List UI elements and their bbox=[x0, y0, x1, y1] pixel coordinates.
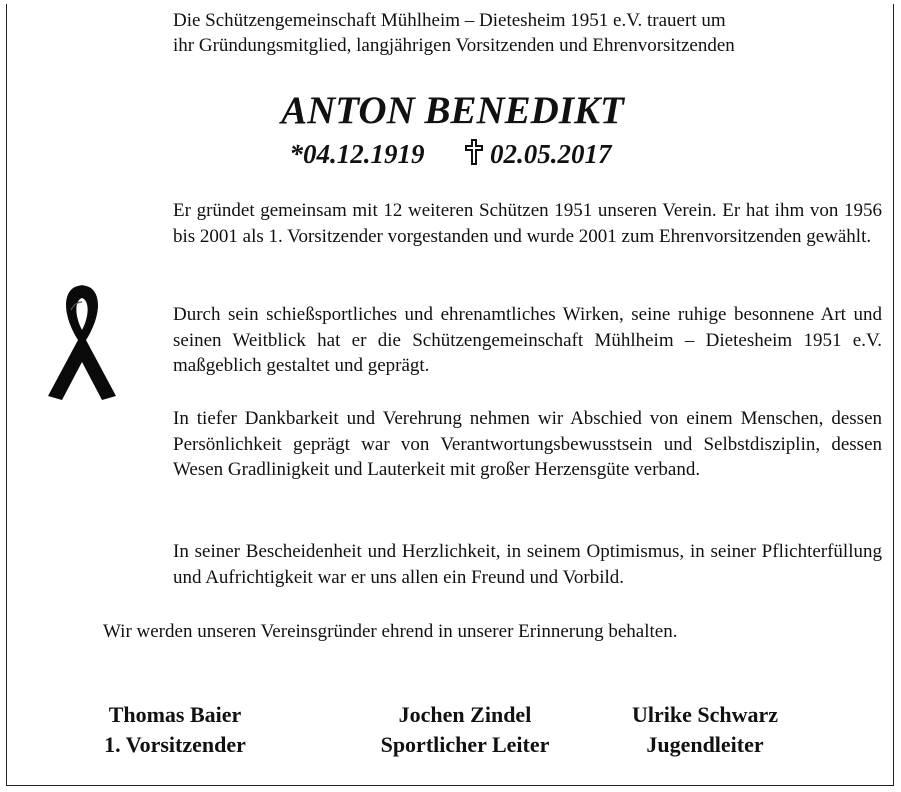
paragraph-gratitude: In tiefer Dankbarkeit und Verehrung nehmen wir Abschied von einem Menschen, dessen Persönlichkeit geprägt war von Verantwortungsbewusstsein und Selbstdisziplin, dessen Wesen Gradlinigkeit und Lauterkeit mit großer Herzensgüte verband. bbox=[173, 408, 882, 480]
death-date: 02.05.2017 bbox=[490, 139, 612, 169]
mourning-ribbon-icon bbox=[38, 280, 126, 410]
life-dates bbox=[0, 138, 901, 172]
signatory-role: 1. Vorsitzender bbox=[104, 732, 246, 757]
paragraph-character: In seiner Bescheidenheit und Herzlichkeit, in seinem Optimismus, in seiner Pflichterfüllung und Aufrichtigkeit war er uns allen ein Freund und Vorbild. bbox=[173, 541, 882, 588]
signatory-role: Sportlicher Leiter bbox=[380, 732, 550, 757]
paragraph-legacy: Durch sein schießsportliches und ehrenamtliches Wirken, seine ruhige besonnene Art und seinen Weitblick hat er die Schützengemeinschaft Mühlheim – Dietesheim 1951 e.V. maßgeblich gestaltet und geprägt. bbox=[173, 304, 882, 376]
closing-line: Wir werden unseren Vereinsgründer ehrend in unserer Erinnerung behalten. bbox=[103, 621, 678, 642]
paragraph-founding: Er gründet gemeinsam mit 12 weiteren Schützen 1951 unseren Verein. Er hat ihm von 1956 bis 2001 als 1. Vorsitzender vorgestanden und wurde 2001 zum Ehrenvorsitzenden gewählt. bbox=[173, 200, 882, 247]
intro-line-1: Die Schützengemeinschaft Mühlheim – Dietesheim 1951 e.V. trauert um bbox=[173, 10, 726, 31]
birth-date: *04.12.1919 bbox=[289, 139, 425, 169]
signatory-1 bbox=[70, 700, 280, 760]
deceased-name: ANTON BENEDIKT bbox=[281, 89, 624, 132]
intro-line-2: ihr Gründungsmitglied, langjährigen Vorsitzenden und Ehrenvorsitzenden bbox=[173, 35, 735, 56]
signatory-name: Ulrike Schwarz bbox=[631, 702, 779, 727]
signatory-name: Jochen Zindel bbox=[398, 702, 532, 727]
signatory-name: Thomas Baier bbox=[108, 702, 242, 727]
latin-cross-icon bbox=[464, 139, 484, 172]
signatory-2 bbox=[350, 700, 580, 760]
intro-text bbox=[173, 8, 873, 58]
signatory-3 bbox=[600, 700, 810, 760]
signatory-role: Jugendleiter bbox=[646, 732, 764, 757]
